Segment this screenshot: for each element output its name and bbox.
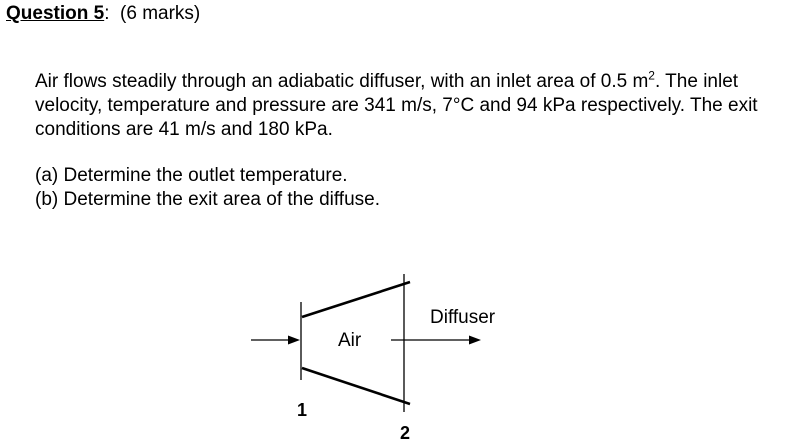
problem-text-start: Air flows steadily through an adiabatic diffuser, with an inlet area of 0.5 m: [35, 71, 649, 92]
question-marks: (6 marks): [120, 3, 201, 24]
part-b: (b) Determine the exit area of the diffuse.: [35, 189, 380, 210]
part-a: (a) Determine the outlet temperature.: [35, 165, 348, 186]
question-separator: :: [104, 3, 110, 24]
inlet-arrow-icon: [288, 336, 300, 345]
fluid-label: Air: [338, 330, 362, 351]
exit-arrow-icon: [469, 336, 481, 345]
exit-station-label: 2: [400, 423, 411, 443]
inlet-station-label: 1: [297, 400, 308, 420]
area-unit-exponent: 2: [648, 68, 655, 83]
lower-diffuser-wall: [302, 368, 410, 404]
upper-diffuser-wall: [302, 282, 410, 317]
device-label: Diffuser: [430, 307, 496, 328]
problem-text-end: . The inlet velocity, temperature and pressure are 341 m/s, 7°C and 94 kPa respectively. The exit conditions are 41 m/s and 180 kPa.: [35, 71, 758, 140]
question-number: Question 5: [6, 3, 105, 24]
